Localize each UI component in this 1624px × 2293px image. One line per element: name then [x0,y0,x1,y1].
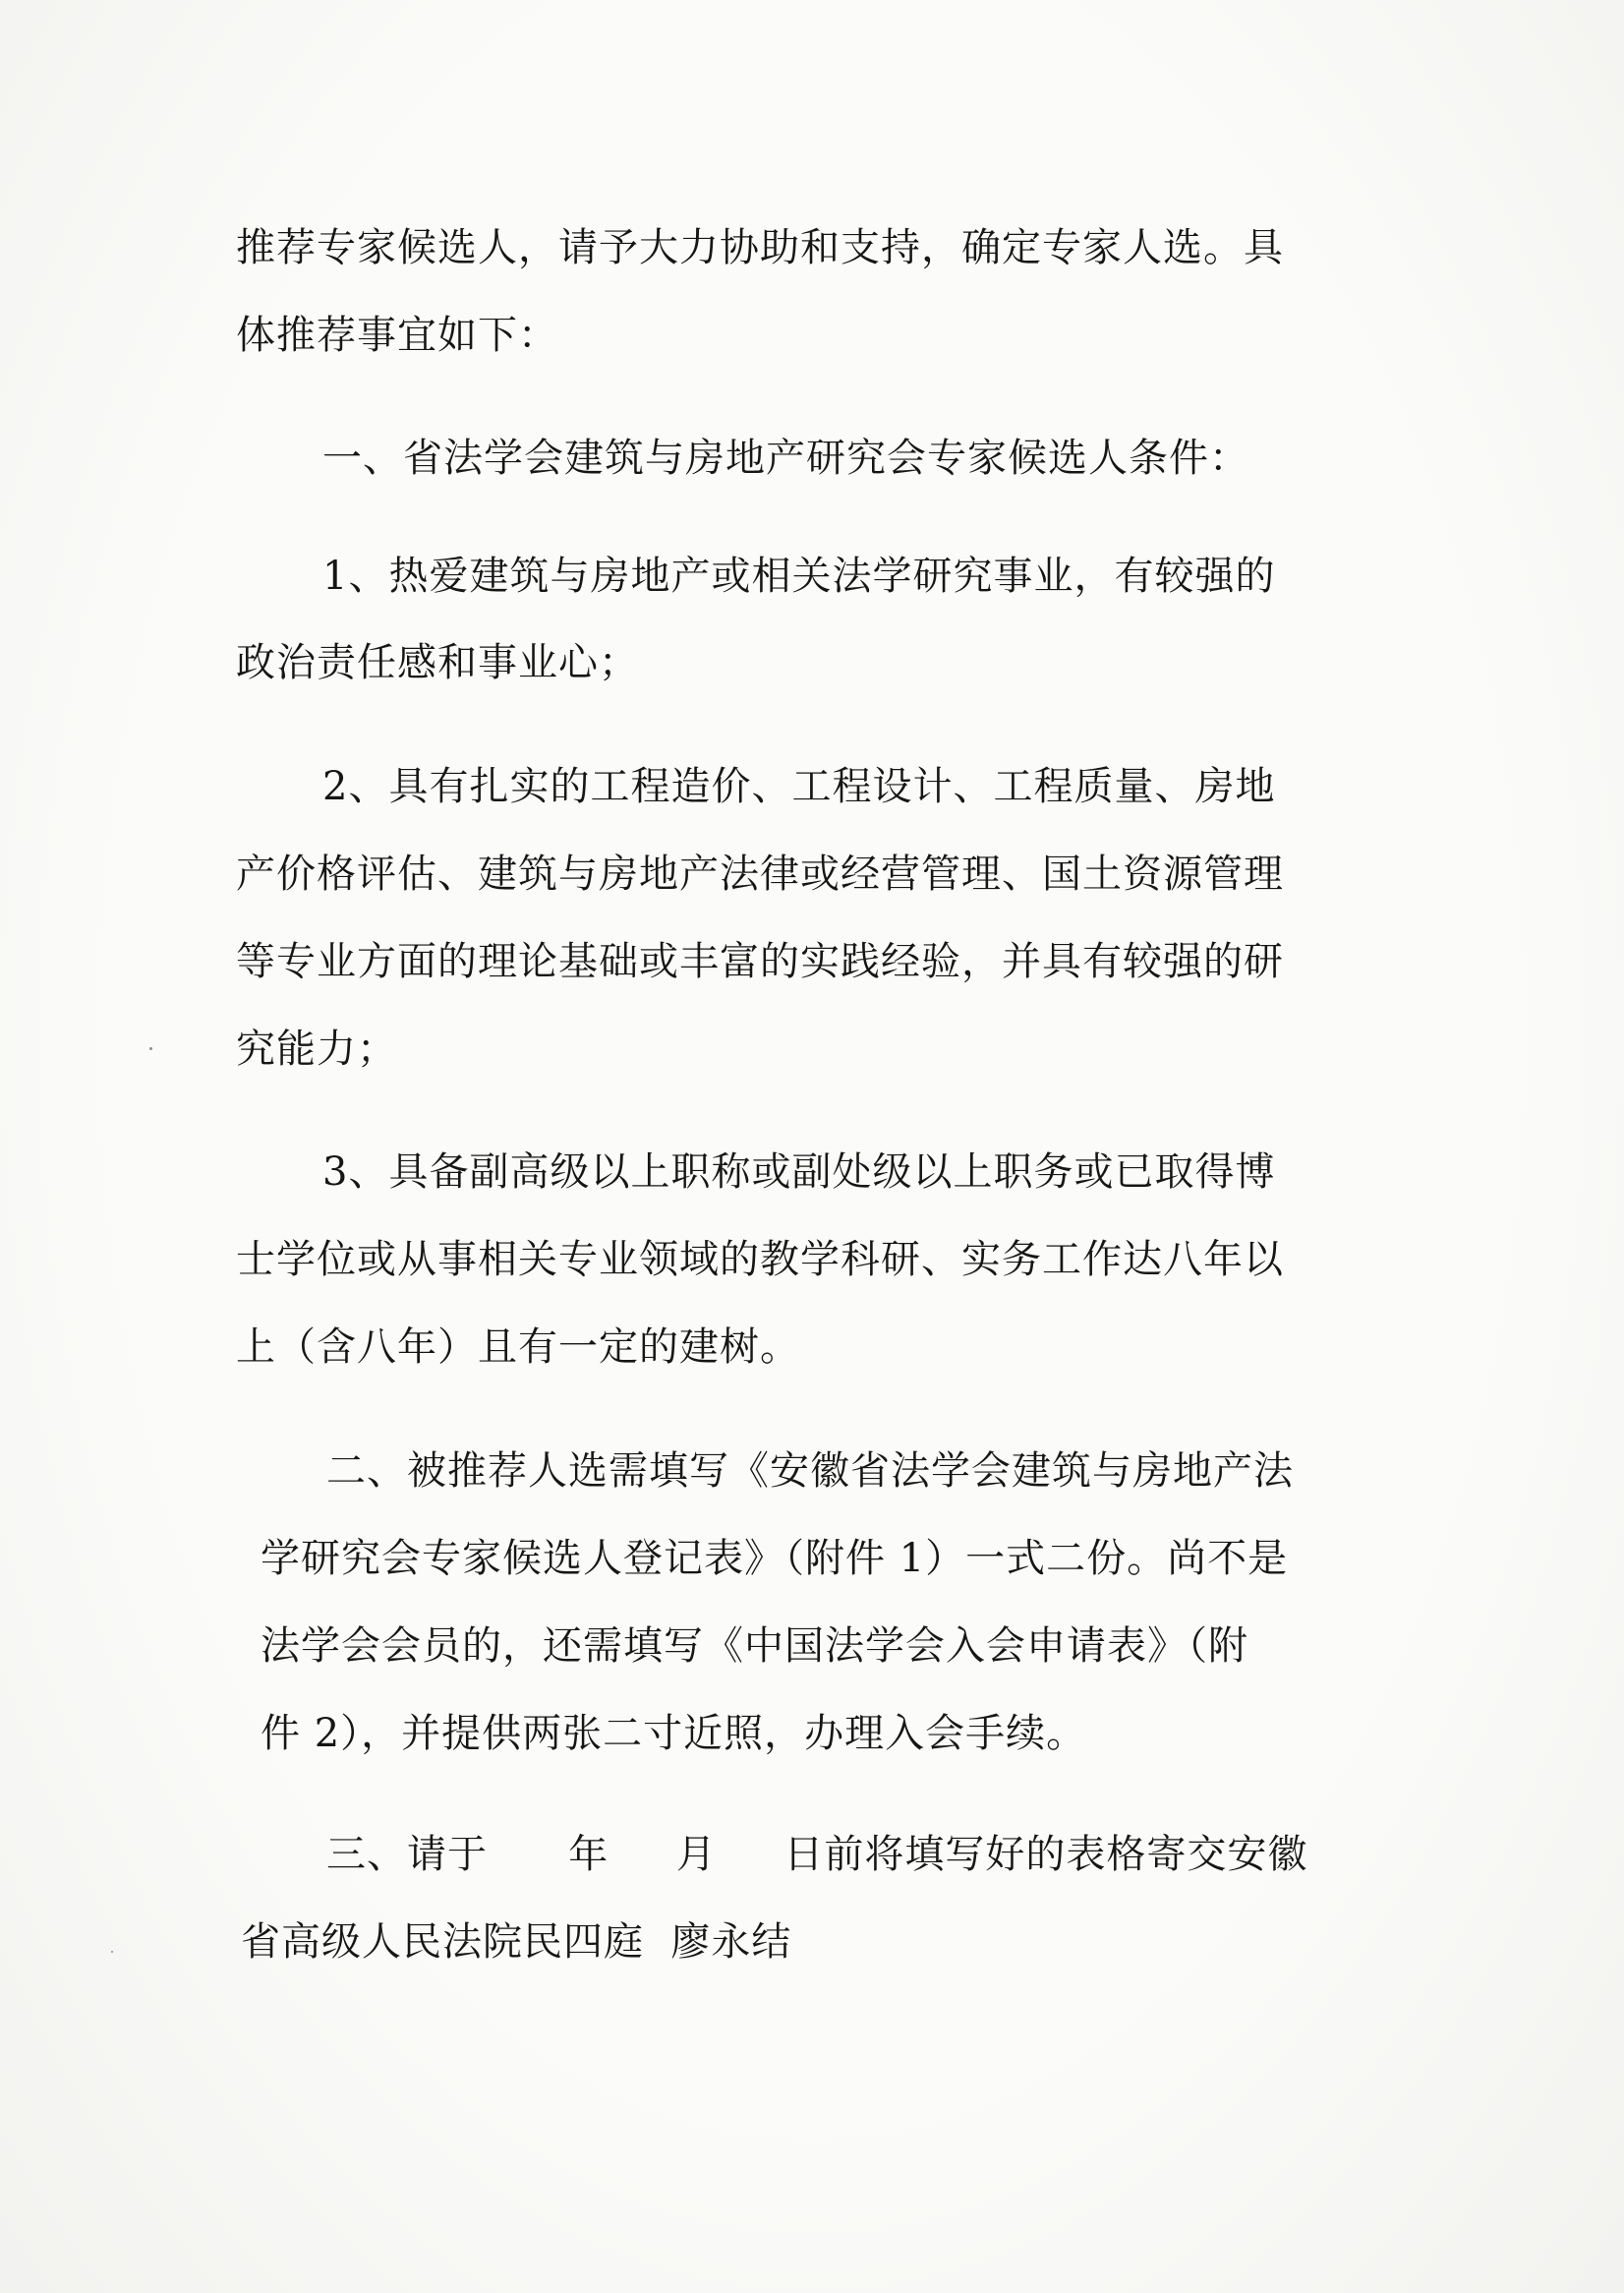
scan-speck [111,1951,113,1953]
text-line: 究能力； [236,1027,397,1072]
text-line: 2、具有扎实的工程造价、工程设计、工程质量、房地 [322,764,1276,809]
text-line: 件 2），并提供两张二寸近照，办理入会手续。 [261,1711,1087,1756]
text-line: 产价格评估、建筑与房地产法律或经营管理、国土资源管理 [236,852,1284,897]
text-line: 推荐专家候选人，请予大力协助和支持，确定专家人选。具 [236,225,1284,270]
text-line: 士学位或从事相关专业领域的教学科研、实务工作达八年以 [236,1237,1284,1282]
text-line: 体推荐事宜如下： [236,313,558,358]
text-line: 3、具备副高级以上职称或副处级以上职务或已取得博 [322,1149,1276,1195]
text-line: 法学会会员的，还需填写《中国法学会入会申请表》（附 [261,1623,1248,1669]
scan-speck [149,1047,152,1050]
text-line: 政治责任感和事业心； [236,640,639,685]
text-line: 等专业方面的理论基础或丰富的实践经验，并具有较强的研 [236,939,1284,984]
text-line: 学研究会专家候选人登记表》（附件 1）一式二份。尚不是 [261,1536,1289,1581]
text-line: 1、热爱建筑与房地产或相关法学研究事业，有较强的 [322,554,1276,599]
text-line: 上（含八年）且有一定的建树。 [236,1324,800,1370]
section-heading: 三、请于 年 月 日前将填写好的表格寄交安徽 [326,1832,1308,1877]
text-line: 省高级人民法院民四庭 廖永结 [241,1919,792,1965]
section-heading: 二、被推荐人选需填写《安徽省法学会建筑与房地产法 [326,1448,1294,1494]
section-heading: 一、省法学会建筑与房地产研究会专家候选人条件： [322,436,1249,481]
